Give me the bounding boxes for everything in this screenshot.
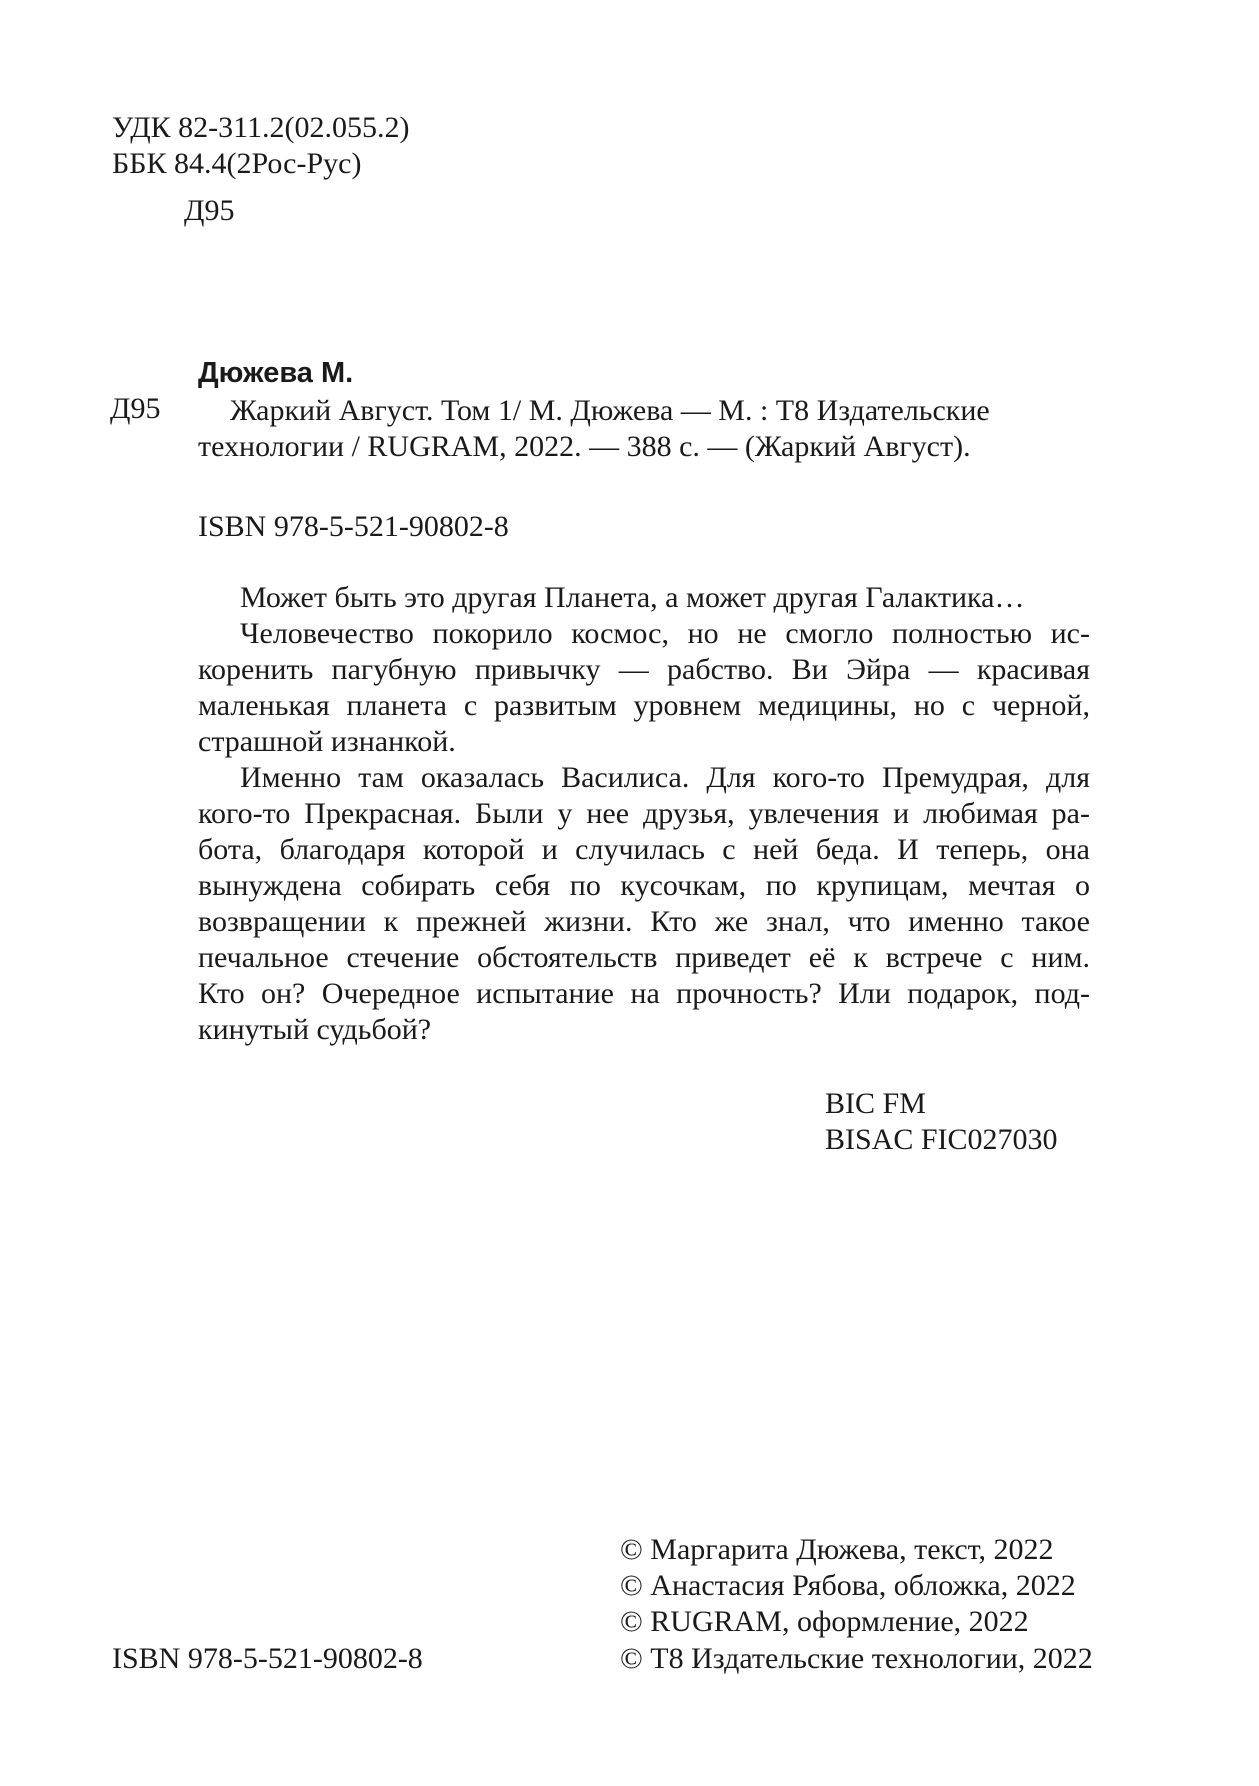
annotation-line: маленькая планета с развитым уровнем медицины, но с черной, xyxy=(198,689,1090,722)
bic-code: BIC FM xyxy=(825,1087,926,1120)
copyright-line: © Т8 Издательские технологии, 2022 xyxy=(620,1642,1093,1675)
bibliographic-line-2: технологии / RUGRAM, 2022. — 388 с. — (Жаркий Август). xyxy=(198,430,971,463)
udk-code: УДК 82-311.2(02.055.2) xyxy=(112,111,410,144)
annotation-line: коренить пагубную привычку — рабство. Ви Эйра — красивая xyxy=(198,653,1090,686)
author-name: Дюжева М. xyxy=(198,357,354,389)
annotation-line: Может быть это другая Планета, а может другая Галактика… xyxy=(240,581,1025,614)
bibliographic-line-1: Жаркий Август. Том 1/ М. Дюжева — М. : Т8 Издательские xyxy=(230,394,990,427)
annotation-line: возвращении к прежней жизни. Кто же знал, что именно такое xyxy=(198,905,1090,938)
annotation-line: страшной изнанкой. xyxy=(198,725,456,758)
isbn-entry: ISBN 978-5-521-90802-8 xyxy=(198,510,509,543)
bisac-code: BISAC FIC027030 xyxy=(825,1123,1058,1156)
annotation-line: Человечество покорило космос, но не смогло полностью ис- xyxy=(240,617,1090,650)
annotation-line: кинутый судьбой? xyxy=(198,1013,432,1046)
annotation-line: вынуждена собирать себя по кусочкам, по крупицам, мечтая о xyxy=(198,869,1090,902)
entry-mark: Д95 xyxy=(110,392,161,425)
annotation-line: кого-то Прекрасная. Были у нее друзья, увлечения и любимая ра- xyxy=(198,797,1090,830)
author-mark: Д95 xyxy=(184,194,235,227)
copyright-line: © Маргарита Дюжева, текст, 2022 xyxy=(620,1533,1054,1566)
annotation-line: бота, благодаря которой и случилась с ней беда. И теперь, она xyxy=(198,833,1090,866)
annotation-line: Именно там оказалась Василиса. Для кого-то Премудрая, для xyxy=(240,761,1090,794)
copyright-line: © RUGRAM, оформление, 2022 xyxy=(620,1605,1029,1638)
footer-isbn: ISBN 978-5-521-90802-8 xyxy=(112,1642,423,1675)
copyright-line: © Анастасия Рябова, обложка, 2022 xyxy=(620,1569,1076,1602)
bbk-code: ББК 84.4(2Рос-Рус) xyxy=(112,147,362,180)
annotation-line: печальное стечение обстоятельств приведет её к встрече с ним. xyxy=(198,941,1090,974)
annotation-line: Кто он? Очередное испытание на прочность? Или подарок, под- xyxy=(198,977,1090,1010)
